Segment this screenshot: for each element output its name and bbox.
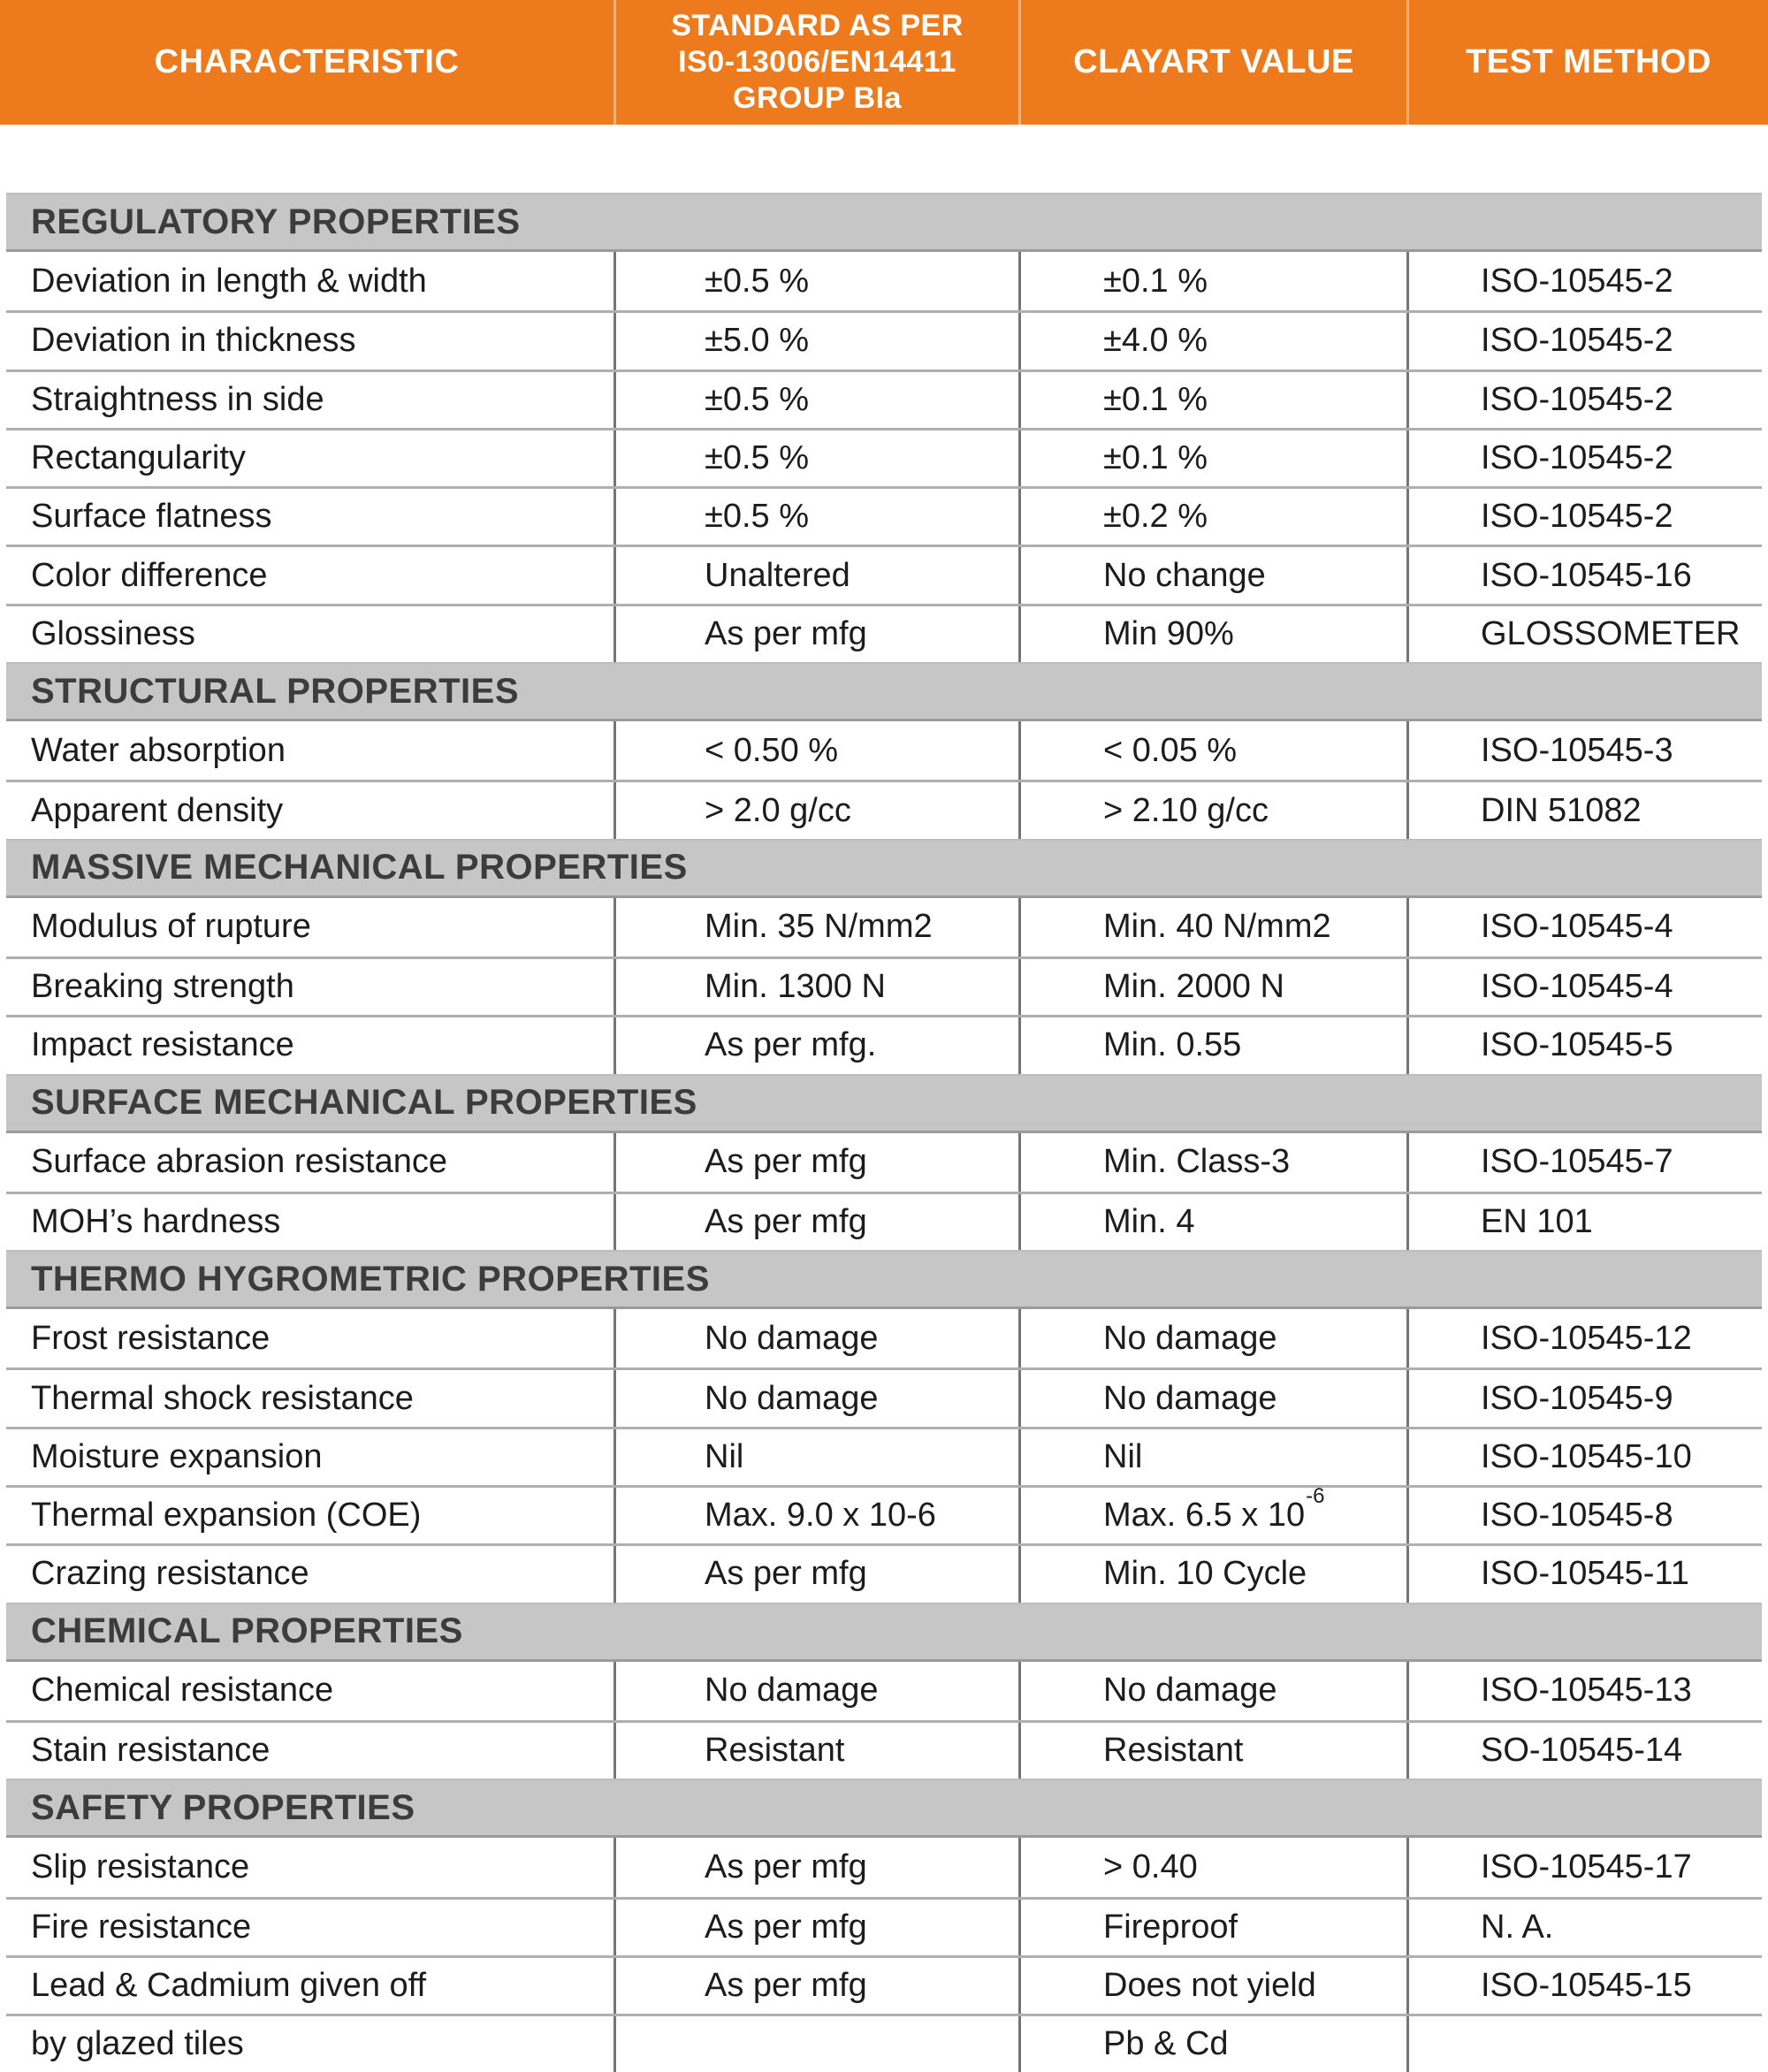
standard-value-cell <box>613 1488 1018 1543</box>
characteristic-cell <box>6 1838 613 1896</box>
test-method-cell <box>1406 1900 1762 1955</box>
table-row <box>6 1897 1762 1955</box>
characteristic-cell <box>6 1546 613 1602</box>
cell-text: Thermal expansion (COE) <box>31 1497 422 1535</box>
clayart-value-cell <box>1018 1194 1406 1250</box>
test-method-cell <box>1406 489 1762 545</box>
characteristic-cell <box>6 1429 613 1485</box>
section-band <box>6 1779 1762 1838</box>
standard-value-cell <box>613 1546 1018 1602</box>
clayart-value-cell <box>1018 1370 1406 1426</box>
section-band <box>6 662 1762 721</box>
cell-text: ±0.2 % <box>1103 498 1208 536</box>
characteristic-cell <box>6 1900 613 1955</box>
test-method-cell <box>1406 1723 1762 1779</box>
characteristic-cell <box>6 898 613 956</box>
clayart-value-cell <box>1018 1662 1406 1720</box>
characteristic-cell <box>6 2016 613 2072</box>
cell-text: Thermal shock resistance <box>31 1379 414 1417</box>
section-band <box>6 193 1762 252</box>
cell-text: ISO-10545-8 <box>1481 1497 1673 1535</box>
test-method-cell <box>1406 1133 1762 1192</box>
section-title: SAFETY PROPERTIES <box>31 1787 415 1827</box>
cell-text: ±0.5 % <box>705 439 810 477</box>
test-method-cell <box>1406 1429 1762 1485</box>
standard-value-cell <box>613 1309 1018 1367</box>
clayart-value-cell <box>1018 1309 1406 1367</box>
table-row <box>6 898 1762 956</box>
cell-text: Does not yield <box>1103 1966 1316 2004</box>
cell-text: Frost resistance <box>31 1319 271 1357</box>
test-method-cell <box>1406 1194 1762 1250</box>
clayart-value-cell <box>1018 1723 1406 1779</box>
header-cell-standard <box>613 0 1018 125</box>
table-row <box>6 545 1762 603</box>
cell-text: ISO-10545-10 <box>1481 1437 1692 1475</box>
cell-text: Deviation in length & width <box>31 262 427 300</box>
cell-text: Slip resistance <box>31 1847 250 1885</box>
characteristic-cell <box>6 372 613 428</box>
cell-text: ISO-10545-7 <box>1481 1143 1673 1181</box>
cell-text: Water absorption <box>31 731 286 769</box>
cell-text: Glossiness <box>31 614 195 652</box>
clayart-value-cell <box>1018 372 1406 428</box>
cell-text: ISO-10545-4 <box>1481 968 1673 1006</box>
cell-text: ISO-10545-2 <box>1481 322 1673 360</box>
standard-value-cell <box>613 252 1018 310</box>
test-method-cell <box>1406 1309 1762 1367</box>
clayart-value-cell <box>1018 313 1406 369</box>
cell-text: Resistant <box>705 1732 845 1770</box>
cell-text: No change <box>1103 556 1266 594</box>
cell-text: ISO-10545-15 <box>1481 1966 1692 2004</box>
cell-text: Max. 9.0 x 10-6 <box>705 1497 936 1535</box>
cell-text: No damage <box>1103 1672 1277 1710</box>
section-title: STRUCTURAL PROPERTIES <box>31 671 520 711</box>
cell-text: As per mfg <box>705 1847 867 1885</box>
clayart-value-cell <box>1018 1488 1406 1543</box>
clayart-value-cell <box>1018 1546 1406 1602</box>
section-band <box>6 1074 1762 1133</box>
test-method-cell <box>1406 721 1762 780</box>
cell-text: Lead & Cadmium given off <box>31 1966 427 2004</box>
clayart-value-cell <box>1018 489 1406 545</box>
standard-value-cell <box>613 782 1018 838</box>
standard-value-cell <box>613 1838 1018 1896</box>
standard-value-cell <box>613 721 1018 780</box>
cell-text: DIN 51082 <box>1481 791 1642 829</box>
cell-text: Min. 0.55 <box>1103 1026 1242 1064</box>
clayart-value-cell <box>1018 959 1406 1015</box>
cell-text: ±0.1 % <box>1103 439 1208 477</box>
cell-text: As per mfg <box>705 1966 867 2004</box>
cell-text: As per mfg. <box>705 1026 877 1064</box>
header-cell-text: CLAYART VALUE <box>1073 42 1354 80</box>
cell-text: > 2.0 g/cc <box>705 791 851 829</box>
standard-value-cell <box>613 489 1018 545</box>
table-row <box>6 369 1762 428</box>
cell-text: Resistant <box>1103 1732 1244 1770</box>
cell-text: Min 90% <box>1103 614 1234 652</box>
test-method-cell <box>1406 782 1762 838</box>
characteristic-cell <box>6 959 613 1015</box>
table-row <box>6 1192 1762 1250</box>
table-row <box>6 428 1762 486</box>
table-header <box>0 0 1768 125</box>
section-title: SURFACE MECHANICAL PROPERTIES <box>31 1083 697 1123</box>
cell-text: ISO-10545-12 <box>1481 1319 1692 1357</box>
test-method-cell <box>1406 313 1762 369</box>
standard-value-cell <box>613 2016 1018 2072</box>
test-method-cell <box>1406 2016 1762 2072</box>
cell-text: ISO-10545-11 <box>1481 1555 1689 1593</box>
cell-text: N. A. <box>1481 1908 1554 1946</box>
table-row <box>6 1427 1762 1485</box>
characteristic-cell <box>6 606 613 662</box>
standard-value-cell <box>613 1370 1018 1426</box>
header-cell-text: IS0-13006/EN14411 <box>678 45 956 80</box>
test-method-cell <box>1406 547 1762 603</box>
clayart-value-cell <box>1018 898 1406 956</box>
clayart-value-cell <box>1018 1900 1406 1955</box>
clayart-value-cell <box>1018 252 1406 310</box>
table-row <box>6 1485 1762 1543</box>
cell-text: As per mfg <box>705 1203 867 1240</box>
cell-text: Fireproof <box>1103 1908 1238 1946</box>
section-band <box>6 1250 1762 1309</box>
cell-text: ±0.5 % <box>705 262 810 300</box>
cell-text: ISO-10545-17 <box>1481 1847 1692 1885</box>
standard-value-cell <box>613 372 1018 428</box>
table-row <box>6 310 1762 369</box>
cell-text: Chemical resistance <box>31 1672 334 1710</box>
cell-text: GLOSSOMETER <box>1481 614 1741 652</box>
cell-text: < 0.50 % <box>705 731 839 769</box>
header-cell-characteristic <box>0 0 613 125</box>
characteristic-cell <box>6 313 613 369</box>
section-band <box>6 839 1762 898</box>
cell-text: Min. 1300 N <box>705 968 886 1006</box>
standard-value-cell <box>613 959 1018 1015</box>
cell-text: No damage <box>1103 1319 1277 1357</box>
cell-text: Crazing resistance <box>31 1555 309 1593</box>
cell-text: by glazed tiles <box>31 2025 244 2063</box>
characteristic-cell <box>6 1133 613 1192</box>
cell-text: ISO-10545-16 <box>1481 556 1692 594</box>
cell-text: Breaking strength <box>31 968 294 1006</box>
cell-text: No damage <box>705 1379 879 1417</box>
standard-value-cell <box>613 1017 1018 1073</box>
characteristic-cell <box>6 1723 613 1779</box>
cell-text: No damage <box>705 1672 879 1710</box>
clayart-value-cell <box>1018 782 1406 838</box>
standard-value-cell <box>613 1133 1018 1192</box>
clayart-value-cell <box>1018 721 1406 780</box>
clayart-value-cell <box>1018 547 1406 603</box>
cell-text: ISO-10545-2 <box>1481 439 1673 477</box>
characteristic-cell <box>6 430 613 486</box>
cell-text: ISO-10545-4 <box>1481 908 1673 946</box>
table-row <box>6 956 1762 1015</box>
cell-text: ISO-10545-5 <box>1481 1026 1673 1064</box>
cell-text: ±0.5 % <box>705 498 810 536</box>
cell-text: MOH’s hardness <box>31 1203 281 1240</box>
test-method-cell <box>1406 1546 1762 1602</box>
cell-text: > 2.10 g/cc <box>1103 791 1269 829</box>
cell-text: Fire resistance <box>31 1908 252 1946</box>
cell-text: < 0.05 % <box>1103 731 1238 769</box>
cell-text: ±0.5 % <box>705 380 810 418</box>
table-row <box>6 1720 1762 1779</box>
cell-text: Surface abrasion resistance <box>31 1143 448 1181</box>
characteristic-cell <box>6 547 613 603</box>
test-method-cell <box>1406 1662 1762 1720</box>
cell-text: Moisture expansion <box>31 1437 323 1475</box>
cell-text: ±0.1 % <box>1103 262 1208 300</box>
cell-text: Nil <box>705 1437 744 1475</box>
standard-value-cell <box>613 1429 1018 1485</box>
table-row <box>6 780 1762 838</box>
cell-text: Impact resistance <box>31 1026 294 1064</box>
characteristic-cell <box>6 489 613 545</box>
cell-text: SO-10545-14 <box>1481 1732 1683 1770</box>
header-cell-text: STANDARD AS PER <box>671 9 964 43</box>
cell-text: Modulus of rupture <box>31 908 311 946</box>
cell-text: As per mfg <box>705 1555 867 1593</box>
table-row <box>6 1838 1762 1896</box>
cell-text: Min. 2000 N <box>1103 968 1284 1006</box>
test-method-cell <box>1406 1838 1762 1896</box>
characteristic-cell <box>6 1958 613 2014</box>
clayart-value-cell <box>1018 2016 1406 2072</box>
cell-text: ISO-10545-2 <box>1481 262 1673 300</box>
cell-text: ±0.1 % <box>1103 380 1208 418</box>
header-cell-clayart-value <box>1018 0 1406 125</box>
cell-text: ISO-10545-13 <box>1481 1672 1692 1710</box>
characteristic-cell <box>6 721 613 780</box>
cell-text: ±4.0 % <box>1103 322 1208 360</box>
table-row <box>6 721 1762 780</box>
test-method-cell <box>1406 1488 1762 1543</box>
cell-text: Rectangularity <box>31 439 246 477</box>
test-method-cell <box>1406 252 1762 310</box>
standard-value-cell <box>613 1662 1018 1720</box>
clayart-value-cell <box>1018 1838 1406 1896</box>
cell-text: ISO-10545-9 <box>1481 1379 1673 1417</box>
table-row <box>6 1543 1762 1602</box>
clayart-value-cell <box>1018 1133 1406 1192</box>
characteristic-cell <box>6 1194 613 1250</box>
test-method-cell <box>1406 1958 1762 2014</box>
standard-value-cell <box>613 606 1018 662</box>
section-band <box>6 1603 1762 1662</box>
test-method-cell <box>1406 606 1762 662</box>
table-row <box>6 1133 1762 1192</box>
test-method-cell <box>1406 1370 1762 1426</box>
table-row <box>6 1662 1762 1720</box>
section-title: MASSIVE MECHANICAL PROPERTIES <box>31 848 688 887</box>
test-method-cell <box>1406 898 1762 956</box>
header-cell-text: CHARACTERISTIC <box>154 42 460 80</box>
cell-text: Pb & Cd <box>1103 2025 1229 2063</box>
standard-value-cell <box>613 898 1018 956</box>
table-row <box>6 2014 1762 2072</box>
cell-text: ±5.0 % <box>705 322 810 360</box>
cell-text: Min. Class-3 <box>1103 1143 1291 1181</box>
superscript-exponent: -6 <box>1306 1488 1325 1508</box>
standard-value-cell <box>613 1194 1018 1250</box>
cell-text: ISO-10545-3 <box>1481 731 1673 769</box>
cell-text: Max. 6.5 x $10^{-6}$ <box>1103 1497 1324 1535</box>
cell-text: Stain resistance <box>31 1732 271 1770</box>
header-cell-test-method <box>1406 0 1768 125</box>
clayart-value-cell <box>1018 1429 1406 1485</box>
standard-value-cell <box>613 1723 1018 1779</box>
table-row <box>6 1015 1762 1073</box>
cell-text: ISO-10545-2 <box>1481 498 1673 536</box>
test-method-cell <box>1406 1017 1762 1073</box>
clayart-value-cell <box>1018 1958 1406 2014</box>
cell-text: Color difference <box>31 556 268 594</box>
cell-text: Min. 10 Cycle <box>1103 1555 1307 1593</box>
table-row <box>6 1367 1762 1426</box>
characteristic-cell <box>6 1488 613 1543</box>
table-row <box>6 486 1762 545</box>
characteristic-cell <box>6 1017 613 1073</box>
cell-text: Nil <box>1103 1437 1143 1475</box>
cell-text: No damage <box>705 1319 879 1357</box>
standard-value-cell <box>613 1958 1018 2014</box>
characteristic-cell <box>6 1370 613 1426</box>
cell-text: Deviation in thickness <box>31 322 356 360</box>
cell-text: ISO-10545-2 <box>1481 380 1673 418</box>
characteristic-cell <box>6 1662 613 1720</box>
standard-value-cell <box>613 313 1018 369</box>
cell-text: Unaltered <box>705 556 850 594</box>
cell-text: As per mfg <box>705 1143 867 1181</box>
standard-value-cell <box>613 547 1018 603</box>
cell-text: As per mfg <box>705 614 867 652</box>
characteristic-cell <box>6 252 613 310</box>
header-cell-text: TEST METHOD <box>1466 42 1711 80</box>
cell-text: Apparent density <box>31 791 284 829</box>
table-body <box>6 125 1762 2072</box>
cell-text: Min. 35 N/mm2 <box>705 908 933 946</box>
test-method-cell <box>1406 430 1762 486</box>
table-row <box>6 252 1762 310</box>
test-method-cell <box>1406 959 1762 1015</box>
section-title: REGULATORY PROPERTIES <box>31 202 521 241</box>
cell-text: Min. 4 <box>1103 1203 1195 1240</box>
cell-text: > 0.40 <box>1103 1847 1198 1885</box>
cell-text: As per mfg <box>705 1908 867 1946</box>
cell-text: Surface flatness <box>31 498 272 536</box>
clayart-value-cell <box>1018 430 1406 486</box>
table-row <box>6 1955 1762 2014</box>
cell-text: Min. 40 N/mm2 <box>1103 908 1331 946</box>
header-cell-text: GROUP BIa <box>733 80 902 115</box>
table-row <box>6 604 1762 662</box>
section-title: THERMO HYGROMETRIC PROPERTIES <box>31 1259 710 1299</box>
section-title: CHEMICAL PROPERTIES <box>31 1611 463 1651</box>
cell-text: Straightness in side <box>31 380 324 418</box>
clayart-value-cell <box>1018 1017 1406 1073</box>
characteristic-cell <box>6 1309 613 1367</box>
cell-text: No damage <box>1103 1379 1277 1417</box>
clayart-value-cell <box>1018 606 1406 662</box>
cell-text: EN 101 <box>1481 1203 1593 1240</box>
standard-value-cell <box>613 430 1018 486</box>
test-method-cell <box>1406 372 1762 428</box>
table-row <box>6 1309 1762 1367</box>
standard-value-cell <box>613 1900 1018 1955</box>
characteristic-cell <box>6 782 613 838</box>
